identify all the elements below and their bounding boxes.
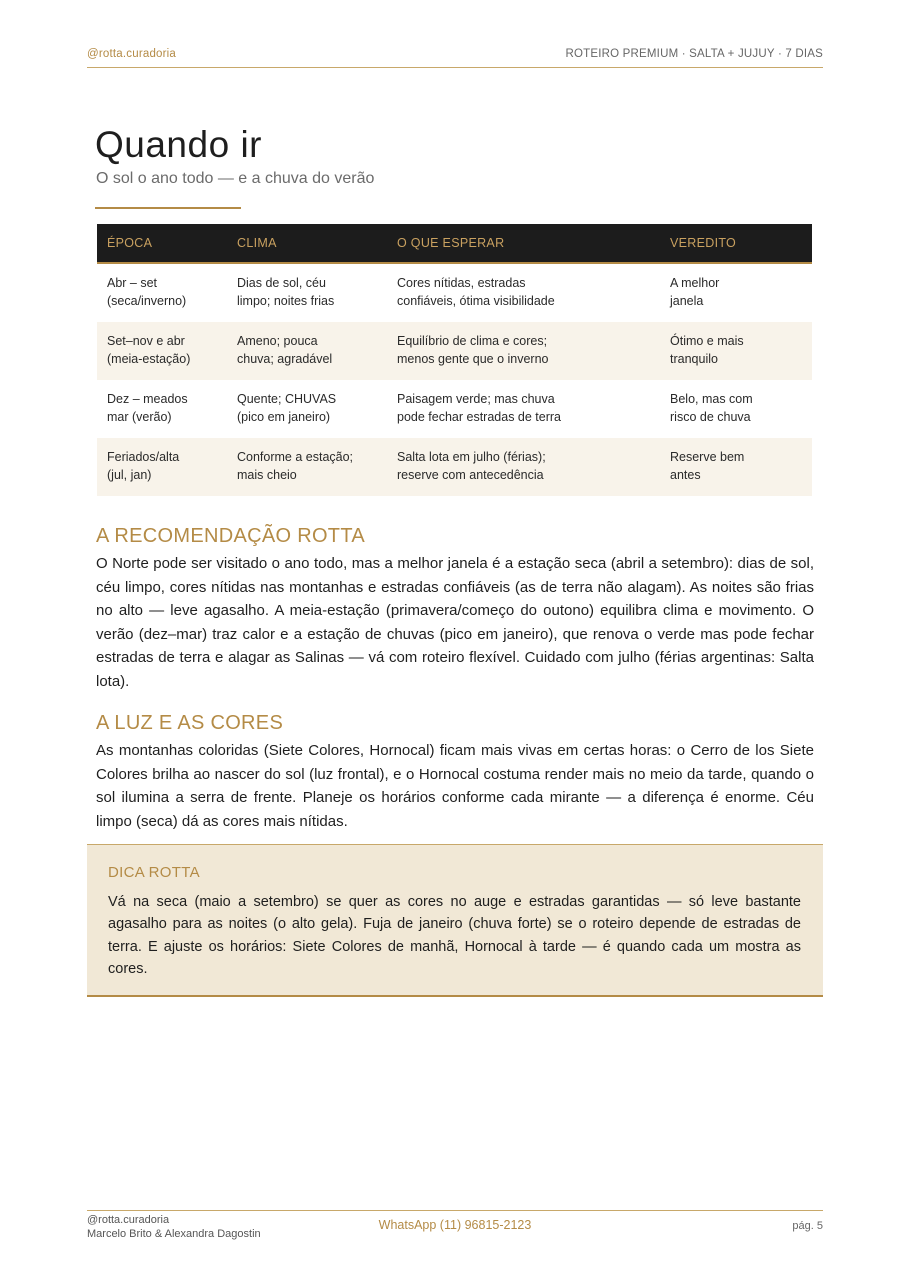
footer-handle: @rotta.curadoria (87, 1214, 170, 1226)
cell-esperar: Cores nítidas, estradas confiáveis, ótima visibilidade (397, 276, 555, 308)
cell-epoca: Abr – set (seca/inverno) (107, 276, 187, 308)
cell-epoca: Set–nov e abr (meia-estação) (97, 322, 227, 380)
cell-veredito: Ótimo e mais tranquilo (660, 322, 812, 380)
column-header-clima: CLIMA (227, 224, 387, 263)
cell-esperar: Paisagem verde; mas chuva pode fechar estradas de terra (397, 392, 561, 424)
seasons-table (97, 224, 812, 496)
page-footer (87, 1210, 823, 1241)
table-header-row (97, 224, 812, 263)
recommendation-heading: A RECOMENDAÇÃO ROTTA (96, 525, 365, 547)
page-subtitle: O sol o ano todo — e a chuva do verão (96, 170, 375, 187)
page-number: pág. 5 (792, 1220, 823, 1232)
cell-clima: Quente; CHUVAS (pico em janeiro) (237, 392, 337, 424)
footer-authors: Marcelo Brito & Alexandra Dagostin (87, 1228, 261, 1240)
table-row (97, 380, 812, 438)
recommendation-body: O Norte pode ser visitado o ano todo, mas a melhor janela é a estação seca (abril a setembro): dias de sol, céu limpo, cores nítidas nas montanhas e estradas confiáveis (as de terra não alagam). As noites são frias no alto — leve agasalho. A meia-estação (primavera/começo do outono) equilibra clima e movimento. O verão (dez–mar) traz calor e a estação de chuvas (pico em janeiro), que renova o verde mas pode fechar estradas de terra e alagar as Salinas — vá com roteiro flexível. Cuidado com julho (férias argentinas: Salta lota). (96, 555, 814, 690)
cell-epoca: Dez – meados mar (verão) (107, 392, 188, 424)
cell-clima: Conforme a estação; mais cheio (227, 438, 387, 496)
light-heading: A LUZ E AS CORES (96, 712, 284, 734)
page-title: Quando ir (95, 124, 262, 165)
light-body: As montanhas coloridas (Siete Colores, Hornocal) ficam mais vivas em certas horas: o Cerro de los Siete Colores brilha ao nascer do sol (luz frontal), e o Hornocal costuma render mais no meio da tarde, quando o sol ilumina a serra de frente. Planeje os horários conforme cada mirante — a diferença é enorme. Céu limpo (seca) dá as cores mais nítidas. (96, 742, 814, 830)
cell-esperar: Equilíbrio de clima e cores; menos gente que o inverno (387, 322, 660, 380)
table-row (97, 322, 812, 380)
tip-body: Vá na seca (maio a setembro) se quer as cores no auge e estradas garantidas — só leve bastante agasalho para as noites (o alto gela). Fuja de janeiro (chuva forte) se o roteiro depende de estradas de terra. E ajuste os horários: Siete Colores de manhã, Hornocal à tarde — é quando cada um mostra as cores. (108, 894, 801, 978)
header-brand: @rotta.curadoria (87, 48, 177, 60)
cell-epoca: Feriados/alta (jul, jan) (97, 438, 227, 496)
table-row (97, 263, 812, 322)
title-underline (95, 207, 241, 209)
cell-clima: Ameno; pouca chuva; agradável (227, 322, 387, 380)
footer-whatsapp: WhatsApp (11) 96815-2123 (378, 1218, 532, 1232)
table-row (97, 438, 812, 496)
cell-veredito: Reserve bem antes (660, 438, 812, 496)
tip-heading: DICA ROTTA (108, 864, 200, 881)
column-header-epoca: ÉPOCA (97, 224, 227, 263)
cell-clima: Dias de sol, céu limpo; noites frias (237, 276, 335, 308)
column-header-veredito: VEREDITO (660, 224, 812, 263)
tip-box (87, 844, 823, 997)
cell-veredito: A melhor janela (670, 276, 720, 308)
cell-veredito: Belo, mas com risco de chuva (670, 392, 753, 424)
page-header (87, 46, 823, 68)
header-doc-title: ROTEIRO PREMIUM · SALTA + JUJUY · 7 DIAS (565, 48, 823, 60)
cell-esperar: Salta lota em julho (férias); reserve com antecedência (387, 438, 660, 496)
column-header-esperar: O QUE ESPERAR (387, 224, 660, 263)
